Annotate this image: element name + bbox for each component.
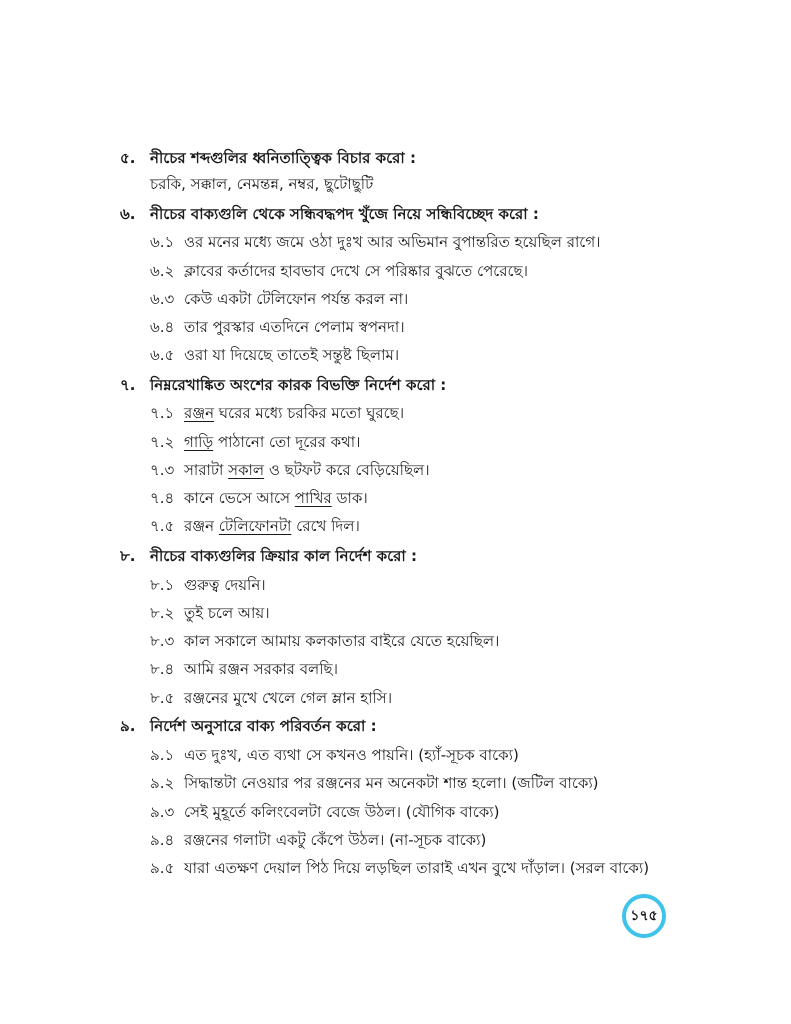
list-item [150, 487, 368, 512]
list-item [150, 231, 601, 256]
item-number: ৮.৪ [150, 660, 175, 678]
question-8-heading [120, 545, 417, 570]
item-text: রঞ্জনের গলাটা একটু কেঁপে উঠল। (না-সূচক বাক্যে) [184, 831, 487, 849]
question-5-heading [120, 147, 416, 172]
underlined-word: গাড়ি [184, 433, 214, 451]
item-text: কেউ একটা টেলিফোন পর্যন্ত করল না। [184, 290, 409, 308]
item-text-before: সারাটা [184, 461, 229, 479]
question-title: নিম্নরেখাঙ্কিত অংশের কারক বিভক্তি নির্দেশ করো : [150, 376, 447, 394]
item-text: রঞ্জনের মুখে খেলে গেল ম্লান হাসি। [184, 689, 393, 707]
list-item [150, 459, 430, 484]
list-item [150, 515, 360, 540]
list-item [150, 288, 408, 313]
underlined-word: সকাল [228, 461, 265, 479]
item-text: গুরুত্ব দেয়নি। [184, 576, 266, 594]
list-item [150, 402, 404, 427]
item-text: যারা এতক্ষণ দেয়াল পিঠ দিয়ে লড়ছিল তারাই এখন বুখে দাঁড়াল। (সরল বাক্যে) [184, 859, 650, 877]
item-text-after: ডাক। [331, 489, 368, 507]
item-text-before: রঞ্জন [184, 517, 219, 535]
item-number: ৬.২ [150, 262, 175, 280]
item-number: ৯.৩ [150, 803, 175, 821]
list-item [150, 344, 399, 369]
item-text: সেই মুহূর্তে কলিংবেলটা বেজে উঠল। (যৌগিক বাক্যে) [184, 803, 500, 821]
question-number: ৬. [120, 205, 136, 223]
item-text-after: রেখে দিল। [291, 517, 360, 535]
question-title: নীচের বাক্যগুলি থেকে সন্ধিবদ্ধপদ খুঁজে নিয়ে সন্ধিবিচ্ছেদ করো : [150, 205, 539, 223]
list-item [150, 658, 338, 683]
item-text: ওরা যা দিয়েছে তাতেই সন্তুষ্ট ছিলাম। [184, 346, 400, 364]
question-title: নীচের বাক্যগুলির ক্রিয়ার কাল নির্দেশ করো : [150, 547, 417, 565]
question-number: ৭. [120, 376, 136, 394]
list-item [150, 857, 649, 882]
item-number: ৮.১ [150, 576, 175, 594]
item-text: সিদ্ধান্তটা নেওয়ার পর রঞ্জনের মন অনেকটা শান্ত হলো। (জটিল বাক্যে) [184, 774, 599, 792]
list-item [150, 829, 486, 854]
item-number: ৯.৫ [150, 859, 175, 877]
list-item [150, 602, 270, 627]
question-6-heading [120, 203, 539, 228]
list-item [150, 431, 361, 456]
list-item [150, 574, 266, 599]
question-title: নির্দেশ অনুসারে বাক্য পরিবর্তন করো : [150, 717, 377, 735]
item-number: ৯.১ [150, 746, 175, 764]
list-item [150, 316, 405, 341]
item-text-after: ও ছটফট করে বেড়িয়েছিল। [264, 461, 430, 479]
item-number: ৯.৪ [150, 831, 175, 849]
item-number: ৬.৪ [150, 318, 175, 336]
item-number: ৮.২ [150, 604, 175, 622]
item-number: ৮.৫ [150, 689, 175, 707]
item-text: কাল সকালে আমায় কলকাতার বাইরে যেতে হয়েছিল। [184, 632, 500, 650]
item-number: ৭.৪ [150, 489, 175, 507]
page-number-badge [622, 894, 666, 938]
page-number: ১৭৫ [630, 908, 658, 924]
item-text-after: পাঠানো তো দূরের কথা। [213, 433, 361, 451]
question-title: নীচের শব্দগুলির ধ্বনিতাত্ত্বিক বিচার করো : [150, 149, 416, 167]
item-number: ৬.১ [150, 233, 175, 251]
list-item [150, 744, 519, 769]
list-item [150, 630, 499, 655]
item-number: ৬.৫ [150, 346, 175, 364]
item-number: ৭.৫ [150, 517, 175, 535]
item-number: ৭.১ [150, 404, 175, 422]
item-text-after: ঘরের মধ্যে চরকির মতো ঘুরছে। [214, 404, 405, 422]
item-text: এত দুঃখ, এত ব্যথা সে কখনও পায়নি। (হ্যাঁ-সূচক বাক্যে) [184, 746, 519, 764]
question-7-heading [120, 374, 446, 399]
item-number: ৬.৩ [150, 290, 175, 308]
item-text: ক্লাবের কর্তাদের হাবভাব দেখে সে পরিষ্কার বুঝতে পেরেছে। [184, 262, 529, 280]
underlined-word: রঞ্জন [184, 404, 215, 422]
list-item [150, 260, 528, 285]
question-number: ৮. [120, 547, 136, 565]
item-text: তার পুরস্কার এতদিনে পেলাম স্বপনদা। [184, 318, 405, 336]
item-number: ৭.৩ [150, 461, 175, 479]
item-number: ৮.৩ [150, 632, 175, 650]
underlined-word: টেলিফোনটা [218, 517, 292, 535]
question-number: ৯. [120, 717, 136, 735]
item-number: ৭.২ [150, 433, 175, 451]
item-number: ৯.২ [150, 774, 175, 792]
list-item [150, 687, 392, 712]
item-text-before: কানে ভেসে আসে [184, 489, 295, 507]
item-text: ওর মনের মধ্যে জমে ওঠা দুঃখ আর অভিমান বুপান্তরিত হয়েছিল রাগে। [184, 233, 601, 251]
question-number: ৫. [120, 149, 136, 167]
underlined-word: পাখির [294, 489, 332, 507]
list-item [150, 772, 599, 797]
item-text: তুই চলে আয়। [184, 604, 270, 622]
question-9-heading [120, 715, 377, 740]
list-item [150, 801, 499, 826]
question-5-word-list: চরকি, সক্কাল, নেমন্তন্ন, নম্বর, ছুটোছুটি [150, 175, 374, 193]
item-text: আমি রঞ্জন সরকার বলছি। [184, 660, 338, 678]
